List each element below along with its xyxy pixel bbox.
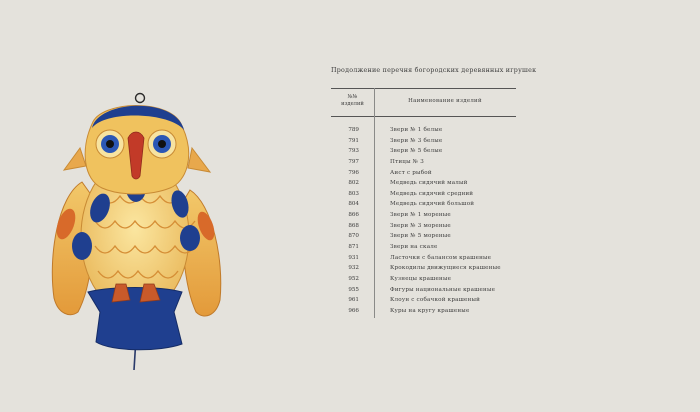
item-number: 870 bbox=[348, 233, 359, 240]
item-name: Ласточки с балансом крашеные bbox=[390, 254, 492, 261]
item-name: Кузнецы крашеные bbox=[390, 275, 452, 282]
owl-toy-illustration bbox=[40, 86, 230, 376]
item-number: 789 bbox=[348, 127, 359, 133]
item-name: Аист с рыбой bbox=[390, 169, 432, 176]
item-name: Звери № 1 мореные bbox=[390, 212, 451, 219]
table-row bbox=[331, 263, 516, 274]
item-name: Медведь сидячий средний bbox=[390, 190, 474, 197]
item-number: 793 bbox=[348, 148, 359, 155]
table-row bbox=[331, 274, 516, 285]
item-name: Звери № 3 белые bbox=[390, 137, 443, 144]
item-number: 871 bbox=[348, 244, 359, 251]
item-number: 955 bbox=[348, 286, 359, 293]
item-name: Звери № 1 белые bbox=[390, 127, 443, 133]
table-row bbox=[331, 285, 516, 296]
item-number: 866 bbox=[348, 212, 359, 219]
column-header-name: Наименование изделий bbox=[408, 98, 482, 104]
item-number: 961 bbox=[348, 297, 359, 304]
item-number: 804 bbox=[348, 201, 359, 208]
table-caption: Продолжение перечня богородских деревянных игрушек bbox=[331, 67, 537, 74]
table-body bbox=[331, 125, 516, 317]
item-number: 868 bbox=[348, 222, 359, 229]
item-number: 931 bbox=[348, 254, 359, 261]
table-row bbox=[331, 242, 516, 253]
item-name: Фигуры национальные крашеные bbox=[390, 286, 496, 293]
item-number: 803 bbox=[348, 190, 359, 197]
table-row bbox=[331, 199, 516, 210]
item-name: Медведь сидячий малый bbox=[390, 180, 468, 187]
item-number: 796 bbox=[348, 169, 359, 176]
table-row bbox=[331, 253, 516, 264]
item-name: Крокодилы движущиеся крашеные bbox=[390, 265, 501, 272]
item-name: Медведь сидячий большой bbox=[390, 201, 475, 208]
table-row bbox=[331, 136, 516, 147]
table-row bbox=[331, 306, 516, 317]
item-name: Звери № 5 мореные bbox=[390, 233, 451, 240]
item-number: 802 bbox=[348, 180, 359, 187]
table-row bbox=[331, 221, 516, 232]
table-row bbox=[331, 146, 516, 157]
table-row bbox=[331, 231, 516, 242]
item-number: 952 bbox=[348, 275, 359, 282]
item-number: 932 bbox=[348, 265, 359, 272]
item-number: 966 bbox=[348, 307, 359, 314]
table-row bbox=[331, 295, 516, 306]
table-row bbox=[331, 125, 516, 136]
table-row bbox=[331, 210, 516, 221]
item-name: Звери № 3 мореные bbox=[390, 222, 451, 229]
table-row bbox=[331, 189, 516, 200]
item-name: Звери на скале bbox=[390, 244, 438, 251]
item-name: Клоун с собачкой крашеный bbox=[390, 297, 481, 304]
item-number: 797 bbox=[348, 158, 359, 165]
table-header-rule bbox=[331, 116, 516, 117]
item-number: 791 bbox=[348, 137, 359, 144]
item-name: Куры на кругу крашеные bbox=[390, 307, 470, 314]
table-top-rule bbox=[331, 88, 516, 89]
table-row bbox=[331, 168, 516, 179]
table-row bbox=[331, 157, 516, 168]
item-name: Звери № 5 белые bbox=[390, 148, 443, 155]
column-header-number: №№ изделий bbox=[341, 94, 364, 107]
table-row bbox=[331, 178, 516, 189]
item-name: Птицы № 3 bbox=[390, 158, 424, 165]
